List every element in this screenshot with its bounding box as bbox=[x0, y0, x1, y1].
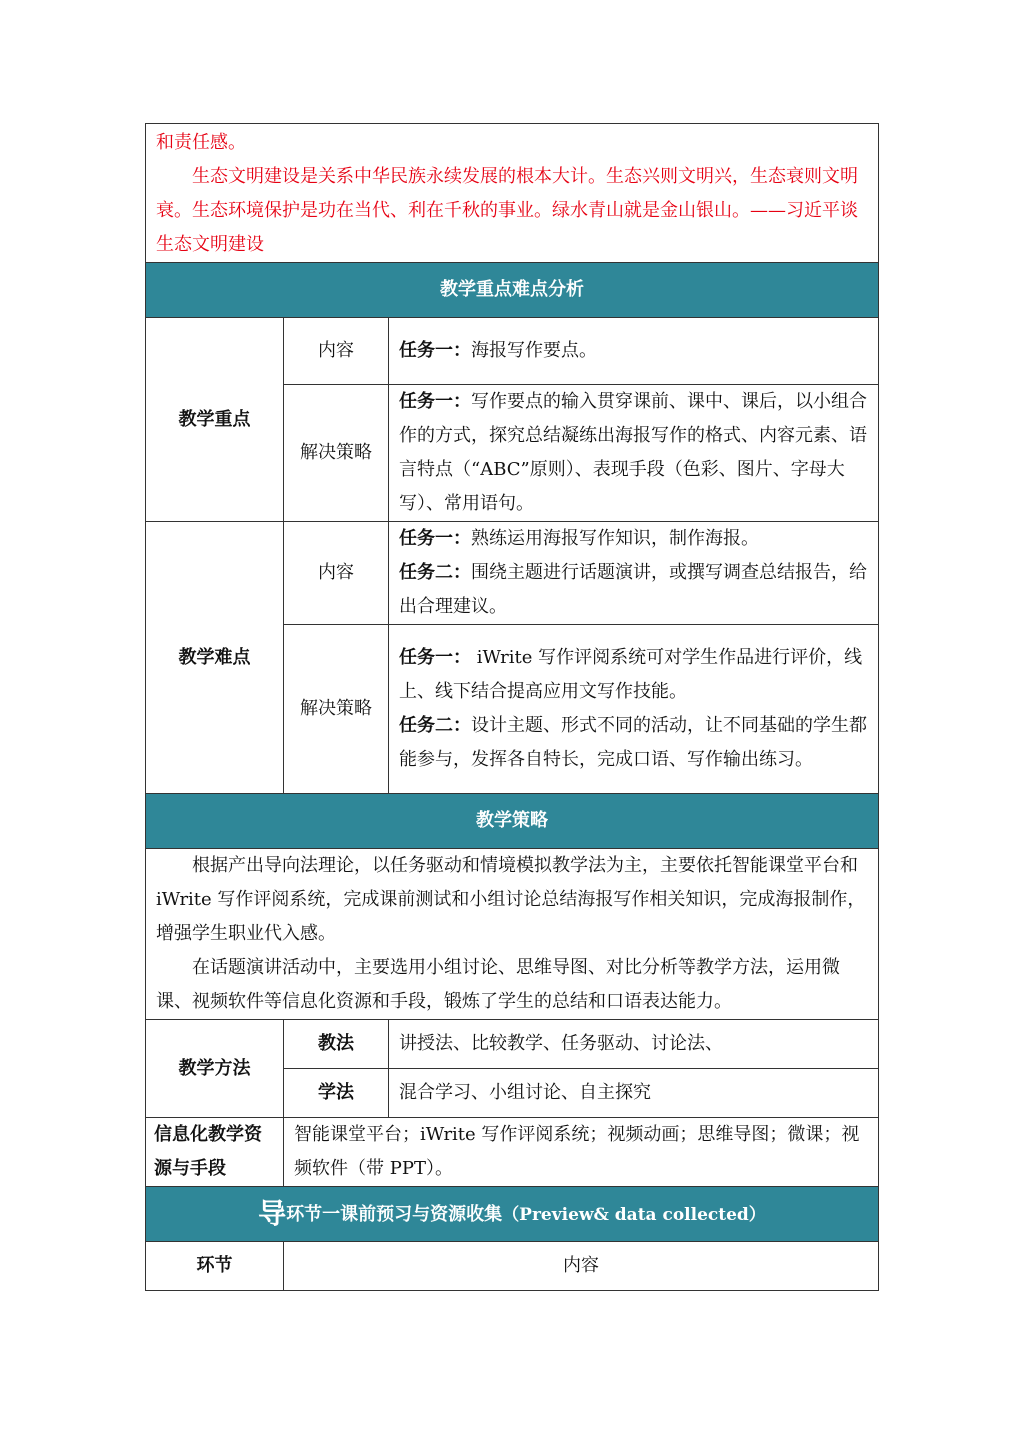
difficult-points-content bbox=[389, 522, 879, 625]
difficult-points-content-row bbox=[146, 522, 879, 625]
task-text: 写作要点的输入贯穿课前、课中、课后，以小组合作的方式，探究总结凝练出海报写作的格式、内容元素、语言特点（“ABC”原则）、表现手段（色彩、图片、字母大写）、常用语句。 bbox=[399, 391, 867, 514]
key-points-content-row bbox=[146, 318, 879, 385]
section-title: 教学重点难点分析 bbox=[146, 263, 879, 318]
strategy-text-cell bbox=[146, 849, 879, 1020]
methods-label: 教学方法 bbox=[146, 1020, 284, 1118]
section-title bbox=[146, 1187, 879, 1242]
resources-text: 智能课堂平台；iWrite 写作评阅系统；视频动画；思维导图；微课；视频软件（带 PPT）。 bbox=[284, 1118, 879, 1187]
final-row bbox=[146, 1242, 879, 1291]
strategy-paragraph-2: 在话题演讲活动中，主要选用小组讨论、思维导图、对比分析等教学方法，运用微课、视频软件等信息化资源和手段，锻炼了学生的总结和口语表达能力。 bbox=[156, 957, 840, 1012]
task-text: 熟练运用海报写作知识，制作海报。 bbox=[471, 528, 759, 549]
task-item bbox=[399, 641, 868, 709]
strategy-text-row bbox=[146, 849, 879, 1020]
stage-english: （Preview& data collected） bbox=[502, 1204, 766, 1225]
task-label: 任务一： bbox=[399, 340, 471, 361]
task-text: 围绕主题进行话题演讲，或撰写调查总结报告，给出合理建议。 bbox=[399, 562, 867, 617]
intro-cell bbox=[146, 124, 879, 263]
learn-label: 学法 bbox=[284, 1069, 389, 1118]
strategy-label: 解决策略 bbox=[284, 625, 389, 794]
section-header-stage-one bbox=[146, 1187, 879, 1242]
key-points-strategy bbox=[389, 385, 879, 522]
task-item bbox=[399, 709, 868, 777]
teach-methods: 讲授法、比较教学、任务驱动、讨论法、 bbox=[389, 1020, 879, 1069]
task-label: 任务一： bbox=[399, 647, 471, 668]
content-label: 内容 bbox=[284, 318, 389, 385]
stage-column-header: 环节 bbox=[146, 1242, 284, 1291]
stage-title: 环节一课前预习与资源收集 bbox=[286, 1203, 503, 1225]
task-label: 任务二： bbox=[399, 562, 471, 583]
methods-teach-row bbox=[146, 1020, 879, 1069]
resources-row bbox=[146, 1118, 879, 1187]
section-header-key-analysis bbox=[146, 263, 879, 318]
task-item bbox=[399, 385, 868, 521]
guide-char: 导 bbox=[258, 1196, 287, 1230]
task-text: 设计主题、形式不同的活动，让不同基础的学生都能参与，发挥各自特长，完成口语、写作输出练习。 bbox=[399, 715, 867, 770]
section-title: 教学策略 bbox=[146, 794, 879, 849]
teach-label: 教法 bbox=[284, 1020, 389, 1069]
resources-label: 信息化教学资源与手段 bbox=[146, 1118, 284, 1187]
task-label: 任务二： bbox=[399, 715, 471, 736]
content-column-header: 内容 bbox=[284, 1242, 879, 1291]
content-label: 内容 bbox=[284, 522, 389, 625]
key-points-label: 教学重点 bbox=[146, 318, 284, 522]
strategy-paragraph-1: 根据产出导向法理论，以任务驱动和情境模拟教学法为主，主要依托智能课堂平台和 iWrite 写作评阅系统，完成课前测试和小组讨论总结海报写作相关知识，完成海报制作，增强学生职业代入感。 bbox=[156, 855, 866, 944]
task-item bbox=[399, 556, 868, 624]
task-label: 任务一： bbox=[399, 528, 471, 549]
task-text: iWrite 写作评阅系统可对学生作品进行评价，线上、线下结合提高应用文写作技能。 bbox=[399, 647, 863, 702]
intro-line: 和责任感。 bbox=[156, 132, 246, 153]
lesson-plan-table bbox=[145, 123, 879, 1291]
eco-quote: 生态文明建设是关系中华民族永续发展的根本大计。生态兴则文明兴，生态衰则文明衰。生态环境保护是功在当代、利在千秋的事业。绿水青山就是金山银山。——习近平谈生态文明建设 bbox=[156, 166, 858, 255]
learn-methods: 混合学习、小组讨论、自主探究 bbox=[389, 1069, 879, 1118]
task-item bbox=[399, 522, 868, 556]
section-header-strategy bbox=[146, 794, 879, 849]
difficult-points-strategy bbox=[389, 625, 879, 794]
task-label: 任务一： bbox=[399, 391, 471, 412]
strategy-label: 解决策略 bbox=[284, 385, 389, 522]
difficult-points-label: 教学难点 bbox=[146, 522, 284, 794]
task-item bbox=[399, 334, 868, 368]
task-text: 海报写作要点。 bbox=[471, 340, 597, 361]
intro-row bbox=[146, 124, 879, 263]
key-points-content bbox=[389, 318, 879, 385]
